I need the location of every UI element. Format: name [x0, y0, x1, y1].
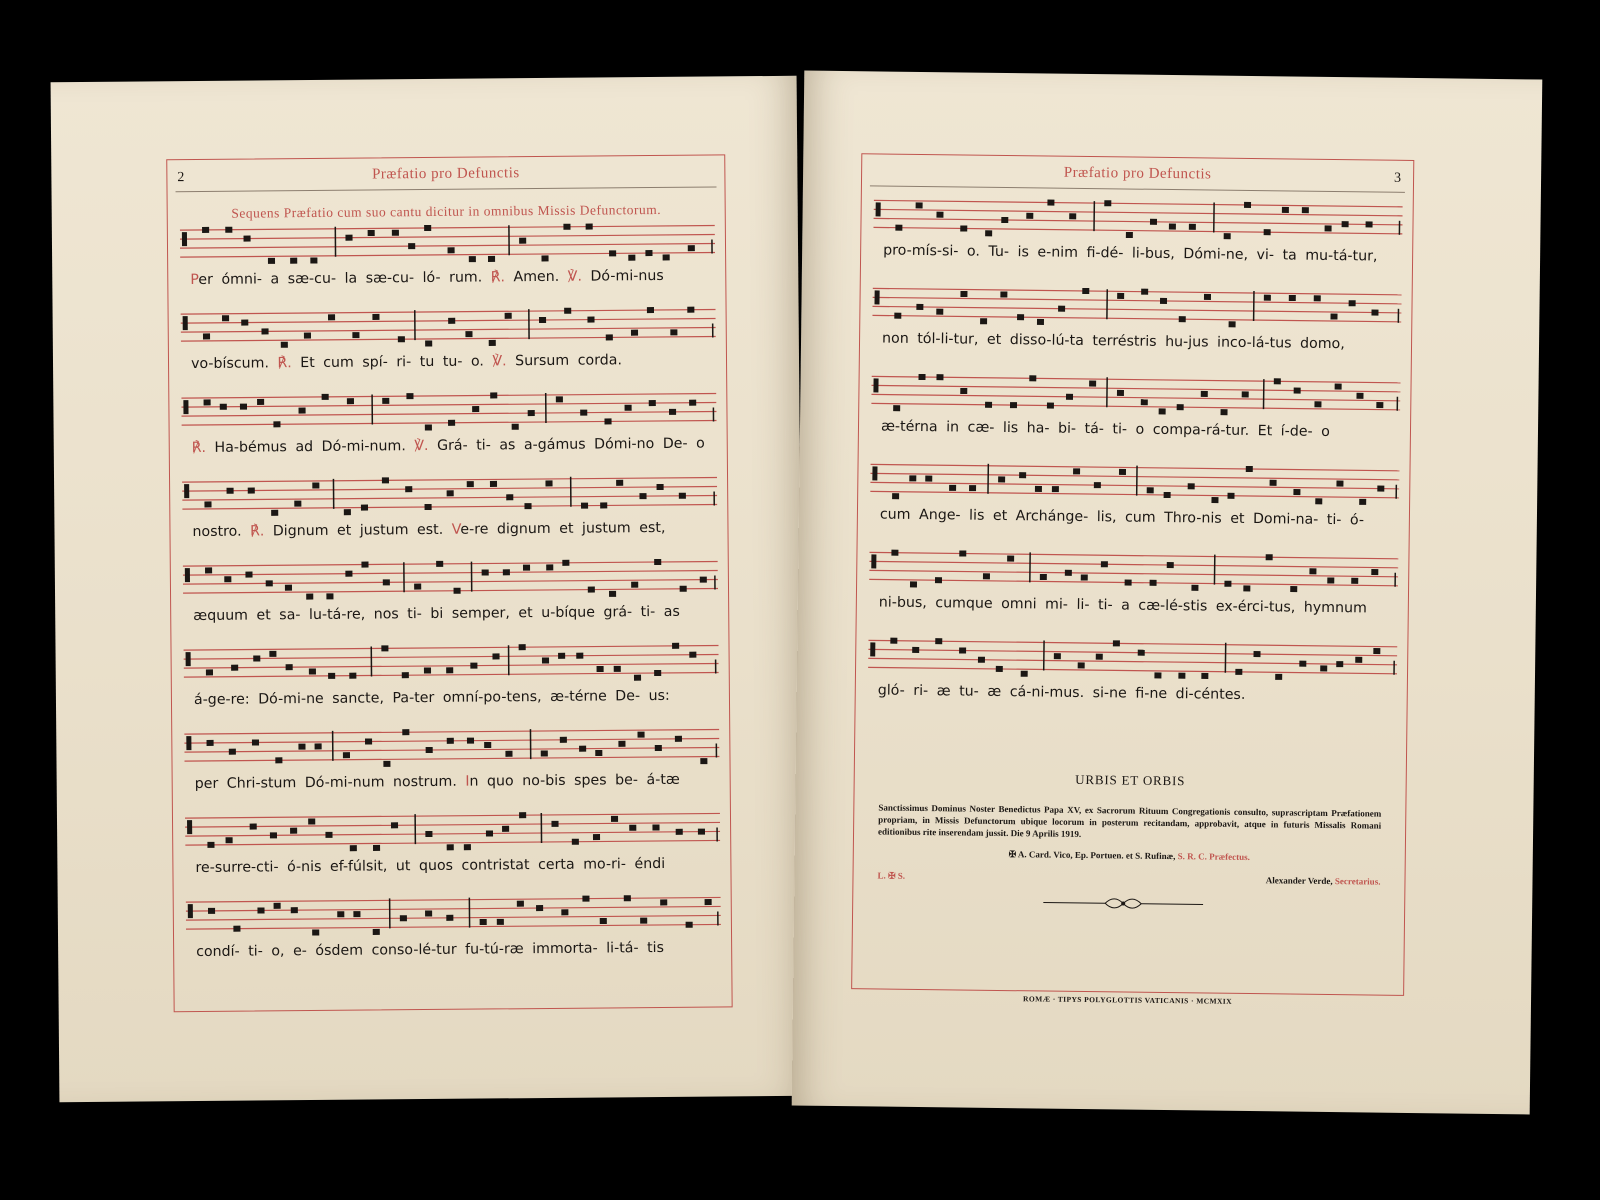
running-head: Præfatio pro Defunctis — [371, 165, 520, 183]
lyric-text: á-ge-re: Dó-mi-ne sancte, Pa-ter omní-po-tens, æ-térne De- us: — [193, 687, 670, 709]
rubric-mark: I — [465, 773, 470, 790]
right-page-frame — [851, 153, 1414, 1006]
lyric-text: Ha-bémus ad Dó-mi-num. — [205, 438, 415, 456]
staff — [181, 385, 716, 436]
lyric-text: ni-bus, cumque omni mi- li- ti- a cæ-lé-stis ex-érci-tus, hymnum — [878, 594, 1367, 617]
staff — [869, 544, 1399, 596]
signature-prefect — [874, 847, 1385, 864]
signature-secretary — [1266, 875, 1381, 886]
imprint: ROMÆ · TIPYS POLYGLOTTIS VATICANIS · MCMXIX — [1023, 994, 1233, 1006]
rubric-mark: ℣. — [492, 353, 507, 370]
rubric-mark: ℟. — [277, 355, 292, 372]
lyric-line — [880, 506, 1397, 534]
lyric-text: æquum et sa- lu-tá-re, nos ti- bi semper, et u-bíque grá- ti- as — [193, 603, 680, 625]
decree-body: Sanctissimus Dominus Noster Benedictus Papa XV, ex Sacrorum Rituum Congregationis consulto, suprascriptam Præfationem propriam, in Missis Defunctorum ubique locorum in posterum recitandam, approbavit, atque in futuris Missalis Romani editionibus rite inserendam jussit. Die 9 Aprilis 1919. — [877, 802, 1382, 839]
lyric-text: Et cum spí- ri- tu tu- o. — [291, 353, 493, 372]
lyric-line — [191, 351, 714, 378]
lyric-text: Amen. — [504, 268, 568, 286]
signer-title: S. R. C. Præfectus. — [1177, 851, 1250, 863]
staff — [873, 192, 1403, 244]
rubric-mark: ℟. — [191, 439, 207, 457]
seal-mark: L. ✠ S. — [877, 870, 906, 881]
lyric-text: n quo no-bis spes be- á-tæ — [469, 771, 680, 790]
lyric-text: Grá- ti- as a-gámus Dómi-no De- o — [428, 435, 705, 454]
lyric-text: vo-bíscum. — [190, 355, 278, 373]
staff — [181, 301, 716, 352]
page-number: 2 — [177, 170, 185, 186]
left-page-frame — [166, 154, 732, 1012]
rubric-mark: ℟. — [250, 523, 265, 540]
staff — [186, 889, 721, 940]
lyric-text: nostro. — [192, 523, 251, 541]
decree — [873, 769, 1385, 892]
secretary-name: Alexander Verde, — [1265, 875, 1333, 887]
staff — [183, 553, 718, 604]
lyric-line — [881, 418, 1398, 446]
lyric-text: er ómni- a sæ-cu- la sæ-cu- ló- rum. — [198, 269, 491, 288]
secretary-title: Secretarius. — [1334, 876, 1381, 887]
lyric-line — [196, 939, 719, 966]
staff — [180, 217, 715, 268]
lyric-text: pro-mís-si- o. Tu- is e-nim fi-dé- li-bus, Dómi-ne, vi- ta mu-tá-tur, — [883, 242, 1378, 265]
staff — [870, 456, 1400, 508]
lyric-text: per Chri-stum Dó-mi-num nostrum. — [194, 773, 466, 793]
lyric-line — [190, 267, 713, 294]
rubric-instruction: Sequens Præfatio cum suo cantu dicitur in omnibus Missis Defunctorum. — [231, 201, 662, 221]
staff — [871, 368, 1401, 420]
lyric-text: Dignum et justum est. — [264, 521, 452, 540]
lyric-text: Dó-mi-nus — [581, 267, 664, 285]
lyric-line — [878, 682, 1395, 710]
staff — [183, 637, 718, 688]
lyric-line — [195, 771, 718, 798]
page-number: 3 — [1393, 170, 1402, 186]
left-page — [51, 76, 806, 1102]
signer-name: ✠ A. Card. Vico, Ep. Portuen. et S. Rufinæ, — [1008, 849, 1176, 862]
rubric-mark: ℣. — [414, 437, 429, 455]
lyric-text: e-re dignum et justum est, — [460, 519, 666, 538]
rubric-mark: P — [190, 271, 199, 289]
lyric-text: condí- ti- o, e- ósdem conso-lé-tur fu-tú-ræ immorta- li-tá- tis — [196, 939, 665, 961]
ornament-divider-icon — [1043, 895, 1203, 913]
lyric-text: æ-térna in cæ- lis ha- bi- tá- ti- o compa-rá-tur. Et í-de- o — [880, 418, 1330, 440]
staff — [184, 721, 719, 772]
lyric-line — [879, 594, 1396, 622]
staff — [185, 805, 720, 856]
lyric-text: non tól-li-tur, et disso-lú-ta terréstris hu-jus inco-lá-tus domo, — [881, 330, 1345, 353]
lyric-line — [192, 435, 715, 462]
lyric-line — [193, 603, 716, 630]
lyric-line — [194, 687, 717, 714]
running-head: Præfatio pro Defunctis — [1063, 164, 1212, 183]
rubric-mark: V — [451, 521, 461, 538]
lyric-line — [882, 331, 1399, 359]
lyric-line — [883, 243, 1400, 271]
lyric-text: Sursum corda. — [506, 352, 623, 370]
staff — [182, 469, 717, 520]
staff — [872, 280, 1402, 332]
staff — [868, 632, 1398, 684]
lyric-text: cum Ange- lis et Archánge- lis, cum Thro-nis et Domi-na- ti- ó- — [879, 506, 1365, 529]
signature-row — [873, 870, 1384, 892]
lyric-line — [192, 519, 715, 546]
rubric-mark: ℣. — [567, 268, 583, 285]
right-page — [792, 71, 1543, 1115]
decree-title: URBIS ET ORBIS — [1075, 771, 1186, 789]
lyric-line — [195, 855, 718, 882]
rubric-mark: ℟. — [490, 269, 506, 286]
lyric-text: gló- ri- æ tu- æ cá-ni-mus. si-ne fi-ne di-céntes. — [877, 682, 1246, 703]
open-book — [55, 75, 1535, 1110]
lyric-text: re-surre-cti- ó-nis ef-fúlsit, ut quos contristat certa mo-ri- éndi — [195, 855, 666, 877]
